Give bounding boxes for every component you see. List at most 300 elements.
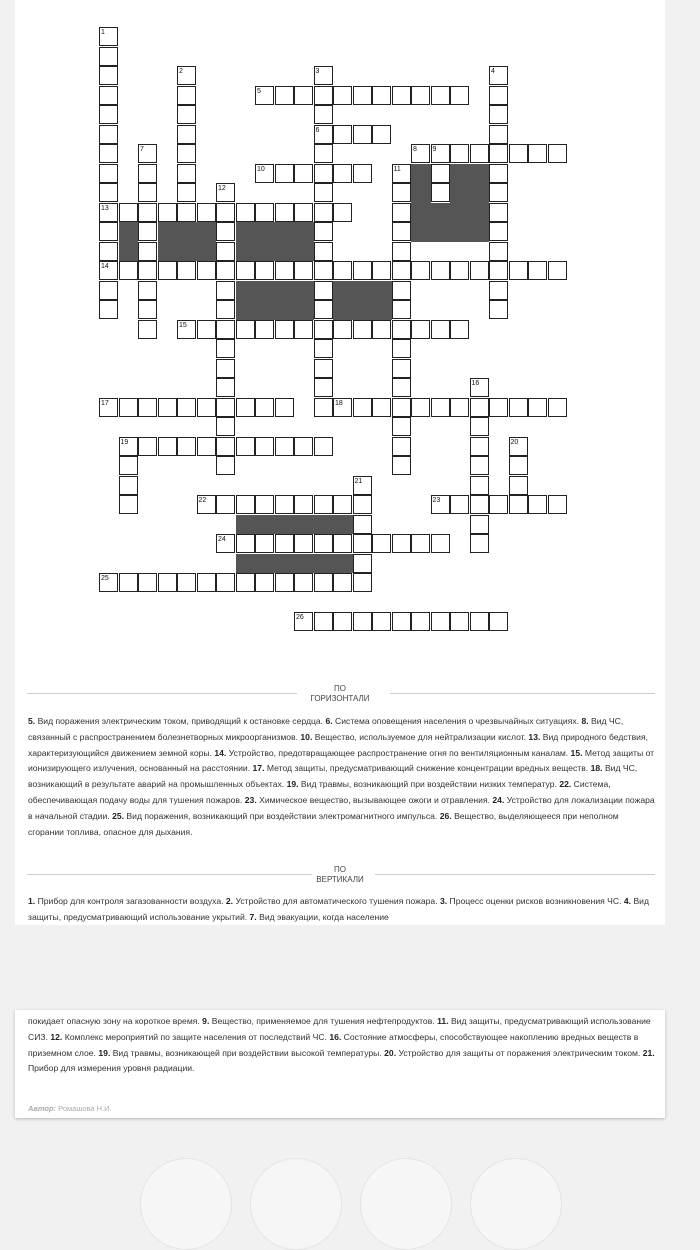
crossword-cell[interactable] [158, 573, 177, 592]
crossword-cell[interactable] [197, 320, 216, 339]
bottom-decor-circle [140, 1158, 232, 1250]
crossword-cell[interactable] [99, 222, 118, 241]
crossword-cell[interactable] [528, 261, 547, 280]
crossword-black-block [411, 203, 489, 242]
crossword-cell[interactable] [489, 281, 508, 300]
crossword-cell[interactable] [314, 339, 333, 358]
crossword-cell[interactable] [255, 398, 274, 417]
crossword-cell[interactable] [509, 476, 528, 495]
crossword-cell[interactable] [314, 203, 333, 222]
crossword-cell[interactable] [450, 320, 469, 339]
crossword-cell[interactable] [99, 47, 118, 66]
bottom-decor-circle [360, 1158, 452, 1250]
crossword-cell[interactable] [216, 573, 235, 592]
crossword-cell[interactable] [216, 456, 235, 475]
crossword-cell[interactable] [158, 437, 177, 456]
crossword-cell[interactable] [99, 105, 118, 124]
crossword-cell[interactable] [392, 378, 411, 397]
crossword-cell[interactable] [392, 437, 411, 456]
crossword-cell[interactable] [392, 203, 411, 222]
crossword-cell[interactable] [177, 105, 196, 124]
crossword-cell[interactable] [314, 242, 333, 261]
crossword-cell[interactable] [138, 222, 157, 241]
crossword-cell[interactable] [99, 144, 118, 163]
crossword-cell[interactable] [353, 125, 372, 144]
crossword-cell[interactable] [528, 144, 547, 163]
crossword-cell[interactable] [470, 398, 489, 417]
crossword-cell[interactable] [548, 261, 567, 280]
crossword-cell[interactable] [177, 437, 196, 456]
crossword-cell[interactable] [177, 86, 196, 105]
crossword-cell[interactable] [99, 242, 118, 261]
clue-number: 21. [642, 1047, 655, 1058]
crossword-cell[interactable] [314, 398, 333, 417]
crossword-cell[interactable] [158, 203, 177, 222]
crossword-cell[interactable] [236, 320, 255, 339]
clue-text: Вид травмы, возникающий при воздействии низких температур. [300, 779, 557, 790]
crossword-cell[interactable] [489, 612, 508, 631]
crossword-cell[interactable] [372, 86, 391, 105]
crossword-cell[interactable] [509, 144, 528, 163]
clue-text: Вид природного бедствия, характеризующийся движением земной коры. [28, 731, 649, 758]
crossword-cell[interactable] [431, 320, 450, 339]
crossword-cell[interactable] [255, 534, 274, 553]
crossword-cell[interactable] [489, 144, 508, 163]
crossword-cell[interactable] [489, 222, 508, 241]
clue-number: 2. [225, 896, 234, 906]
crossword-cell[interactable] [392, 417, 411, 436]
crossword-cell[interactable] [431, 183, 450, 202]
crossword-cell[interactable] [216, 281, 235, 300]
crossword-cell[interactable] [138, 320, 157, 339]
crossword-cell[interactable] [236, 573, 255, 592]
crossword-cell[interactable] [333, 125, 352, 144]
crossword-cell[interactable] [158, 398, 177, 417]
crossword-cell[interactable] [177, 203, 196, 222]
crossword-cell[interactable] [275, 261, 294, 280]
crossword-cell[interactable] [314, 495, 333, 514]
crossword-cell[interactable] [314, 164, 333, 183]
crossword-cell[interactable] [392, 86, 411, 105]
crossword-cell[interactable] [431, 86, 450, 105]
crossword-cell[interactable] [99, 66, 118, 85]
crossword-cell[interactable] [470, 261, 489, 280]
clue-number: 6. [325, 716, 333, 726]
crossword-cell[interactable] [392, 339, 411, 358]
crossword-clue-number: 5 [257, 87, 261, 95]
crossword-cell[interactable] [470, 417, 489, 436]
crossword-cell[interactable] [548, 495, 567, 514]
crossword-cell[interactable] [236, 398, 255, 417]
crossword-clue-number: 14 [101, 263, 109, 270]
crossword-cell[interactable] [353, 534, 372, 553]
crossword-cell[interactable] [294, 164, 313, 183]
crossword-cell[interactable] [177, 125, 196, 144]
crossword-cell[interactable] [216, 417, 235, 436]
clue-number: 26. [439, 810, 452, 821]
crossword-cell[interactable] [197, 261, 216, 280]
clue-number: 19. [98, 1047, 111, 1058]
crossword-cell[interactable] [548, 398, 567, 417]
crossword-cell[interactable] [99, 281, 118, 300]
clue-text: Устройство для автоматического тушения пожара. [235, 896, 438, 906]
crossword-black-block [333, 281, 392, 320]
crossword-cell[interactable] [294, 573, 313, 592]
crossword-cell[interactable] [353, 320, 372, 339]
crossword-cell[interactable] [489, 86, 508, 105]
clue-number: 1. [28, 896, 36, 906]
crossword-cell[interactable] [314, 534, 333, 553]
crossword-cell[interactable] [119, 456, 138, 475]
crossword-cell[interactable] [353, 86, 372, 105]
crossword-cell[interactable] [372, 534, 391, 553]
crossword-cell[interactable] [392, 261, 411, 280]
crossword-cell[interactable] [216, 320, 235, 339]
crossword-cell[interactable] [177, 261, 196, 280]
crossword-cell[interactable] [216, 203, 235, 222]
crossword-cell[interactable] [392, 456, 411, 475]
crossword-cell[interactable] [275, 534, 294, 553]
crossword-cell[interactable] [489, 125, 508, 144]
crossword-cell[interactable] [216, 242, 235, 261]
clue-number: 17. [252, 763, 265, 774]
crossword-cell[interactable] [353, 612, 372, 631]
crossword-cell[interactable] [431, 398, 450, 417]
crossword-cell[interactable] [392, 612, 411, 631]
crossword-cell[interactable] [138, 437, 157, 456]
crossword-cell[interactable] [138, 573, 157, 592]
crossword-cell[interactable] [470, 495, 489, 514]
crossword-cell[interactable] [99, 300, 118, 319]
crossword-cell[interactable] [333, 573, 352, 592]
clue-text: Система, обеспечивающая подачу воды для тушения пожаров. [28, 779, 611, 805]
crossword-cell[interactable] [275, 398, 294, 417]
clue-text: Метод защиты, предусматривающий снижение концентрации вредных веществ. [266, 763, 589, 774]
crossword-cell[interactable] [353, 554, 372, 573]
crossword-clue-number: 12 [218, 185, 226, 192]
crossword-cell[interactable] [314, 573, 333, 592]
clue-text: Вид ЧС, возникающий в результате аварий на промышленных объектах. [28, 763, 638, 790]
crossword-cell[interactable] [333, 86, 352, 105]
crossword-cell[interactable] [450, 86, 469, 105]
crossword-cell[interactable] [99, 183, 118, 202]
crossword-cell[interactable] [450, 261, 469, 280]
crossword-cell[interactable] [450, 495, 469, 514]
crossword-cell[interactable] [119, 495, 138, 514]
crossword-cell[interactable] [528, 398, 547, 417]
crossword-cell[interactable] [411, 398, 430, 417]
crossword-cell[interactable] [411, 534, 430, 553]
crossword-cell[interactable] [333, 534, 352, 553]
crossword-cell[interactable] [431, 534, 450, 553]
crossword-cell[interactable] [392, 222, 411, 241]
crossword-cell[interactable] [216, 261, 235, 280]
crossword-cell[interactable] [509, 495, 528, 514]
crossword-cell[interactable] [431, 164, 450, 183]
crossword-cell[interactable] [431, 261, 450, 280]
crossword-cell[interactable] [275, 203, 294, 222]
crossword-cell[interactable] [236, 534, 255, 553]
crossword-cell[interactable] [470, 476, 489, 495]
crossword-cell[interactable] [431, 612, 450, 631]
clue-text: Вещество, применяемое для тушения нефтепродуктов. [211, 1016, 435, 1026]
clue-text: покидает опасную зону на короткое время. [28, 1016, 200, 1026]
crossword-clue-number: 25 [101, 575, 109, 582]
crossword-cell[interactable] [138, 281, 157, 300]
crossword-cell[interactable] [275, 320, 294, 339]
crossword-cell[interactable] [333, 320, 352, 339]
crossword-cell[interactable] [275, 86, 294, 105]
crossword-cell[interactable] [333, 203, 352, 222]
crossword-cell[interactable] [470, 612, 489, 631]
clue-number: 19. [286, 779, 299, 790]
crossword-cell[interactable] [392, 398, 411, 417]
crossword-cell[interactable] [138, 183, 157, 202]
crossword-cell[interactable] [138, 261, 157, 280]
crossword-cell[interactable] [275, 495, 294, 514]
crossword-cell[interactable] [509, 398, 528, 417]
crossword-cell[interactable] [138, 164, 157, 183]
crossword-cell[interactable] [294, 437, 313, 456]
crossword-cell[interactable] [119, 398, 138, 417]
clue-text: Вид защиты, предусматривающий использование укрытий. [28, 896, 649, 922]
crossword-cell[interactable] [138, 242, 157, 261]
crossword-cell[interactable] [236, 203, 255, 222]
crossword-black-block [236, 281, 314, 320]
clue-number: 5. [28, 716, 36, 726]
bottom-decor-circle [470, 1158, 562, 1250]
crossword-cell[interactable] [294, 534, 313, 553]
clue-text: Метод защиты от ионизирующего излучения, основанный на расстоянии. [28, 747, 655, 774]
crossword-cell[interactable] [177, 144, 196, 163]
bottom-decor-circle [250, 1158, 342, 1250]
clue-number: 15. [570, 747, 583, 758]
crossword-clue-number: 22 [198, 497, 207, 504]
crossword-cell[interactable] [255, 573, 274, 592]
crossword-cell[interactable] [314, 320, 333, 339]
crossword-cell[interactable] [158, 261, 177, 280]
crossword-cell[interactable] [99, 125, 118, 144]
crossword-cell[interactable] [236, 495, 255, 514]
crossword-cell[interactable] [353, 573, 372, 592]
crossword-clue-number: 18 [335, 399, 343, 407]
crossword-cell[interactable] [353, 495, 372, 514]
crossword-black-block [158, 222, 217, 261]
crossword-cell[interactable] [255, 495, 274, 514]
crossword-cell[interactable] [99, 86, 118, 105]
crossword-cell[interactable] [197, 203, 216, 222]
crossword-cell[interactable] [392, 242, 411, 261]
crossword-cell[interactable] [216, 437, 235, 456]
clue-text: Прибор для измерения уровня радиации. [28, 1063, 195, 1074]
crossword-cell[interactable] [197, 437, 216, 456]
crossword-cell[interactable] [119, 573, 138, 592]
crossword-cell[interactable] [255, 437, 274, 456]
crossword-cell[interactable] [489, 203, 508, 222]
crossword-cell[interactable] [392, 300, 411, 319]
crossword-cell[interactable] [470, 437, 489, 456]
crossword-cell[interactable] [372, 398, 391, 417]
clue-number: 10. [300, 731, 313, 742]
crossword-cell[interactable] [470, 515, 489, 534]
crossword-cell[interactable] [119, 261, 138, 280]
crossword-cell[interactable] [450, 398, 469, 417]
crossword-cell[interactable] [548, 144, 567, 163]
down-clues-part2 [28, 1014, 656, 1077]
clue-text: Устройство, предотвращающее распространение огня по вентиляционным каналам. [228, 747, 569, 758]
crossword-black-block [236, 222, 314, 261]
crossword-cell[interactable] [99, 164, 118, 183]
author-label: Автор: [28, 1104, 57, 1113]
crossword-cell[interactable] [450, 612, 469, 631]
crossword-cell[interactable] [314, 378, 333, 397]
crossword-cell[interactable] [255, 203, 274, 222]
crossword-cell[interactable] [294, 203, 313, 222]
down-header-line2: ВЕРТИКАЛИ [316, 875, 364, 884]
crossword-clue-number: 15 [179, 321, 187, 329]
crossword-cell[interactable] [275, 164, 294, 183]
crossword-cell[interactable] [353, 164, 372, 183]
crossword-cell[interactable] [509, 456, 528, 475]
clue-number: 14. [214, 747, 227, 758]
crossword-cell[interactable] [275, 573, 294, 592]
clue-text: Вид травмы, возникающей при воздействии высокой температуры. [112, 1047, 382, 1058]
crossword-cell[interactable] [314, 183, 333, 202]
clue-text: Комплекс мероприятий по защите населения от последствий ЧС. [64, 1031, 327, 1042]
crossword-cell[interactable] [489, 300, 508, 319]
clue-number: 25. [112, 810, 125, 821]
crossword-cell[interactable] [197, 573, 216, 592]
crossword-cell[interactable] [392, 534, 411, 553]
down-header [15, 865, 665, 885]
crossword-cell[interactable] [177, 164, 196, 183]
crossword-cell[interactable] [392, 281, 411, 300]
crossword-cell[interactable] [489, 495, 508, 514]
crossword-clue-number: 24 [218, 536, 226, 543]
crossword-cell[interactable] [294, 261, 313, 280]
crossword-cell[interactable] [216, 378, 235, 397]
clue-number: 20. [384, 1047, 397, 1058]
crossword-cell[interactable] [216, 222, 235, 241]
crossword-clue-number: 20 [510, 438, 519, 446]
crossword-cell[interactable] [216, 339, 235, 358]
crossword-cell[interactable] [470, 456, 489, 475]
clue-number: 22. [559, 779, 572, 790]
crossword-cell[interactable] [177, 573, 196, 592]
crossword-cell[interactable] [372, 261, 391, 280]
crossword-cell[interactable] [392, 359, 411, 378]
crossword-cell[interactable] [294, 320, 313, 339]
crossword-cell[interactable] [392, 320, 411, 339]
crossword-cell[interactable] [314, 86, 333, 105]
crossword-cell[interactable] [119, 203, 138, 222]
crossword-cell[interactable] [314, 300, 333, 319]
crossword-cell[interactable] [489, 261, 508, 280]
clue-number: 11. [437, 1016, 449, 1026]
crossword-cell[interactable] [489, 164, 508, 183]
crossword-cell[interactable] [275, 437, 294, 456]
crossword-cell[interactable] [255, 261, 274, 280]
crossword-cell[interactable] [528, 495, 547, 514]
crossword-cell[interactable] [294, 86, 313, 105]
crossword-cell[interactable] [489, 242, 508, 261]
crossword-cell[interactable] [450, 144, 469, 163]
crossword-cell[interactable] [138, 300, 157, 319]
crossword-cell[interactable] [509, 261, 528, 280]
crossword-cell[interactable] [314, 261, 333, 280]
crossword-cell[interactable] [411, 612, 430, 631]
crossword-cell[interactable] [138, 203, 157, 222]
crossword-cell[interactable] [372, 320, 391, 339]
crossword-cell[interactable] [489, 183, 508, 202]
crossword-cell[interactable] [197, 398, 216, 417]
clue-number: 13. [528, 731, 541, 742]
crossword-cell[interactable] [411, 320, 430, 339]
crossword-cell[interactable] [314, 437, 333, 456]
crossword-cell[interactable] [216, 495, 235, 514]
crossword-cell[interactable] [177, 183, 196, 202]
crossword-clue-number: 8 [413, 146, 417, 153]
crossword-clue-number: 9 [432, 146, 437, 153]
crossword-cell[interactable] [353, 398, 372, 417]
clue-text: Вид поражения электрическим током, приводящий к остановке сердца. [37, 716, 324, 726]
clue-number: 3. [439, 896, 448, 906]
crossword-cell[interactable] [372, 125, 391, 144]
crossword-cell[interactable] [333, 612, 352, 631]
crossword-cell[interactable] [489, 398, 508, 417]
clue-text: Система оповещения населения о чрезвычайных ситуациях. [335, 716, 580, 726]
crossword-cell[interactable] [216, 359, 235, 378]
across-header-line1: ПО [334, 684, 346, 693]
crossword-cell[interactable] [294, 495, 313, 514]
crossword-cell[interactable] [314, 612, 333, 631]
crossword-cell[interactable] [353, 515, 372, 534]
crossword-cell[interactable] [314, 222, 333, 241]
crossword-cell[interactable] [392, 183, 411, 202]
crossword-cell[interactable] [236, 437, 255, 456]
crossword-cell[interactable] [314, 105, 333, 124]
across-header-line2: ГОРИЗОНТАЛИ [310, 694, 370, 703]
crossword-cell[interactable] [314, 359, 333, 378]
crossword-cell[interactable] [470, 144, 489, 163]
crossword-cell[interactable] [353, 261, 372, 280]
crossword-cell[interactable] [177, 398, 196, 417]
clue-number: 16. [329, 1031, 342, 1042]
crossword-cell[interactable] [333, 261, 352, 280]
clue-text: Вещество, выделяющееся при неполном сгорании топлива, опасное для дыхания. [28, 810, 619, 837]
crossword-cell[interactable] [236, 261, 255, 280]
crossword-cell[interactable] [216, 398, 235, 417]
crossword-cell[interactable] [489, 105, 508, 124]
crossword-cell[interactable] [138, 398, 157, 417]
clue-number: 8. [581, 716, 589, 726]
crossword-clue-number: 4 [491, 68, 495, 75]
crossword-cell[interactable] [470, 534, 489, 553]
crossword-cell[interactable] [333, 164, 352, 183]
crossword-cell[interactable] [314, 144, 333, 163]
crossword-cell[interactable] [372, 612, 391, 631]
clue-number: 4. [623, 896, 632, 906]
crossword-clue-number: 23 [432, 497, 441, 504]
crossword-cell[interactable] [333, 495, 352, 514]
down-header-line1: ПО [334, 865, 346, 874]
crossword-cell[interactable] [314, 281, 333, 300]
crossword-cell[interactable] [411, 261, 430, 280]
crossword-cell[interactable] [216, 300, 235, 319]
crossword-cell[interactable] [411, 86, 430, 105]
crossword-cell[interactable] [255, 320, 274, 339]
crossword-cell[interactable] [119, 476, 138, 495]
